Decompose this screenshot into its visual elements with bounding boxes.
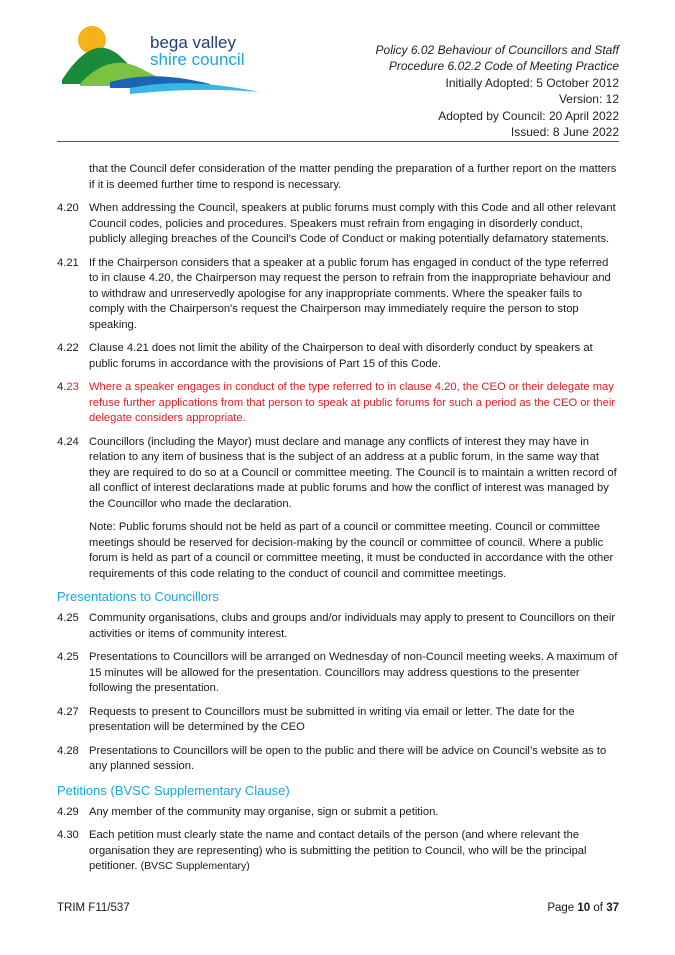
clause-text: Presentations to Councillors will be arranged on Wednesday of non-Council meeting weeks. A maximum of 15 minutes will be allowed for the presentation. Councillors may address questions to the presenter following the presentation. xyxy=(89,651,618,694)
clause-4-25b xyxy=(57,650,619,697)
note-paragraph: Note: Public forums should not be held as part of a council or committee meeting. Council or committee meetings should be reserved for decision-making by the council or committee of council. Where a public forum is held as part of a council or committee meeting, it must be conducted in accordance with the other requirements of this code relating to the conduct of council and committee meetings. xyxy=(89,521,614,580)
clause-number xyxy=(57,380,89,427)
document-header xyxy=(319,42,619,140)
page-label: Page xyxy=(547,902,575,914)
clause-4-30 xyxy=(57,828,619,875)
supplementary-tag: (BVSC Supplementary) xyxy=(140,860,250,872)
header-council-adopted: Adopted by Council: 20 April 2022 xyxy=(438,108,619,123)
page-of: of xyxy=(593,902,603,914)
page-number xyxy=(547,902,619,914)
clause-text: When addressing the Council, speakers at public forums must comply with this Code and all other relevant Council codes, policies and procedures. Speakers must refrain from engaging in disorderly conduct, publicly alleging breaches of the Council's Code of Conduct or making potentially defamatory statements. xyxy=(89,202,616,245)
clause-number: 4.21 xyxy=(57,256,79,269)
continuation-paragraph: that the Council defer consideration of the matter pending the preparation of a further report on the matters if it is deemed further time to respond is necessary. xyxy=(89,163,617,191)
clause-4-25a xyxy=(57,611,619,642)
clause-number-suffix: 23 xyxy=(66,381,79,393)
section-heading-petitions: Petitions (BVSC Supplementary Clause) xyxy=(57,782,290,798)
header-initially-adopted: Initially Adopted: 5 October 2012 xyxy=(445,75,619,90)
clause-4-24 xyxy=(57,435,619,513)
trim-reference: TRIM F11/537 xyxy=(57,902,130,914)
clause-text: Presentations to Councillors will be open to the public and there will be advice on Council’s website as to any planned session. xyxy=(89,744,607,772)
clause-text: Each petition must clearly state the name and contact details of the person (and where relevant the organisation they are representing) who is submitting the petition to Council, who will be the principal petitioner. xyxy=(89,829,587,872)
logo-wordmark xyxy=(150,34,245,68)
logo-line-2: shire council xyxy=(150,50,245,69)
clause-number: 4.20 xyxy=(57,202,79,214)
clause-text: Requests to present to Councillors must be submitted in writing via email or letter. The date for the presentation will be determined by the CEO xyxy=(89,705,575,733)
clause-number: 4.28 xyxy=(57,744,79,757)
clause-4-28 xyxy=(57,744,619,775)
logo-line-1: bega valley xyxy=(150,33,237,52)
clause-text-amended: Where a speaker engages in conduct of the type referred to in clause 4.20, the CEO or their delegate may refuse further applications from that person to speak at public forums for such a period as the CEO or their delegate considers appropriate. xyxy=(89,381,616,424)
clause-number: 4.27 xyxy=(57,705,79,718)
current-page: 10 xyxy=(577,902,591,914)
clause-number: 4.22 xyxy=(57,342,79,354)
clause-4-29 xyxy=(57,805,619,821)
clause-number-prefix: 4. xyxy=(57,381,67,393)
clause-text: If the Chairperson considers that a speaker at a public forum has engaged in conduct of the type referred to in clause 4.20, the Chairperson may request the person to refrain from the inappropriate behaviour and to withdraw and unreservedly apologise for any inappropriate comments. Where the speaker fails to comply with the Chairperson's request the Chairperson may immediately require the person to stop speaking. xyxy=(89,256,611,331)
clause-text: Councillors (including the Mayor) must declare and manage any conflicts of interest they may have in relation to any item of business that is the subject of an address at a public forum, in the same way that they are required to do so at a Council or committee meeting. The Council is to maintain a written record of all conflict of interest declarations made at public forums and how the conflict of interest was managed by the Councillor who made the declaration. xyxy=(89,435,617,510)
clause-text-wrap xyxy=(89,828,619,875)
clause-number: 4.30 xyxy=(57,829,79,841)
clause-number: 4.24 xyxy=(57,435,79,448)
clause-text: Community organisations, clubs and groups and/or individuals may apply to present to Councillors on their activities or items of community interest. xyxy=(89,612,616,640)
header-divider xyxy=(57,141,619,142)
document-body xyxy=(57,162,619,883)
clause-4-27 xyxy=(57,705,619,736)
clause-number: 4.29 xyxy=(57,805,79,818)
clause-text: Clause 4.21 does not limit the ability of the Chairperson to deal with disorderly conduct by speakers at public forums in accordance with the provisions of Part 15 of this Code. xyxy=(89,342,593,370)
clause-text: Any member of the community may organise, sign or submit a petition. xyxy=(89,805,439,818)
total-pages: 37 xyxy=(606,902,619,914)
clause-number: 4.25 xyxy=(57,651,79,663)
clause-4-23 xyxy=(57,380,619,427)
header-version: Version: 12 xyxy=(558,92,619,107)
header-issued: Issued: 8 June 2022 xyxy=(510,125,619,140)
clause-4-22 xyxy=(57,341,619,372)
clause-4-21 xyxy=(57,256,619,334)
header-policy: Policy 6.02 Behaviour of Councillors and Staff xyxy=(375,43,619,57)
clause-4-20 xyxy=(57,201,619,248)
section-heading-presentations: Presentations to Councillors xyxy=(57,589,219,604)
clause-number: 4.25 xyxy=(57,612,79,624)
header-procedure: Procedure 6.02.2 Code of Meeting Practice xyxy=(388,59,619,74)
